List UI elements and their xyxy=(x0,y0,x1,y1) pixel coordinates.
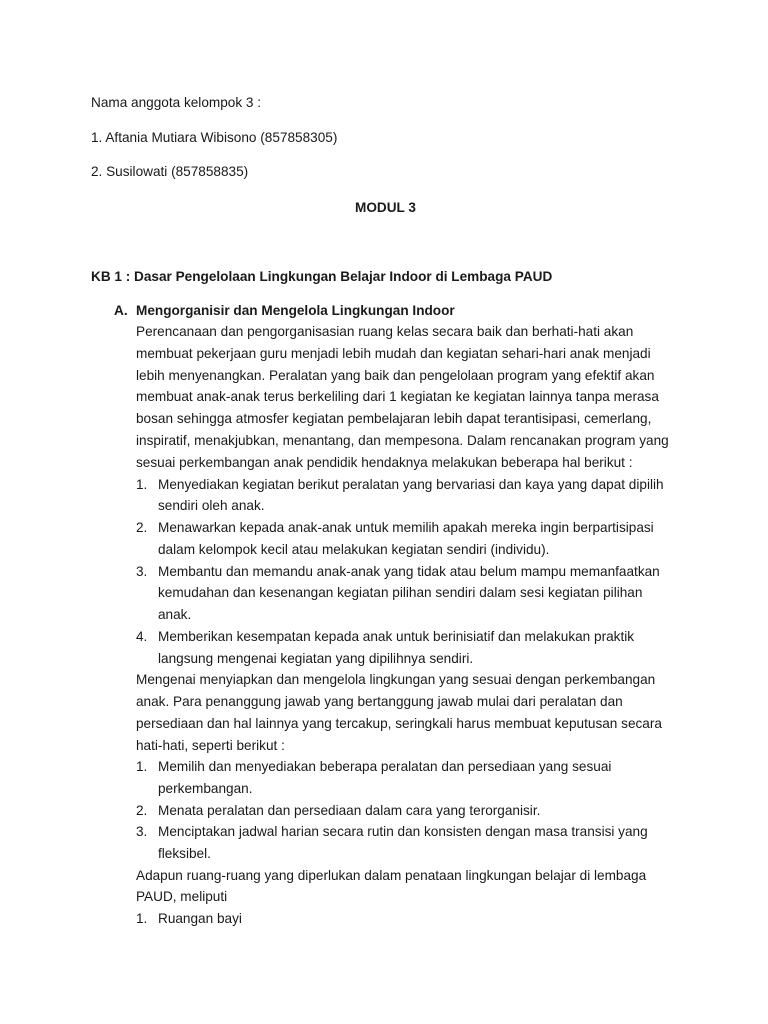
list-item-number: 3. xyxy=(136,564,148,579)
list-item-text: Menyediakan kegiatan berikut peralatan yang bervariasi dan kaya yang dapat dipilih xyxy=(158,477,664,492)
section-a-heading: Mengorganisir dan Mengelola Lingkungan Indoor xyxy=(136,303,455,318)
list-item-number: 1. xyxy=(136,477,148,492)
members-title: Nama anggota kelompok 3 : xyxy=(91,95,262,110)
para1-line: sesuai perkembangan anak pendidik hendaknya melakukan beberapa hal berikut : xyxy=(136,455,633,470)
module-title: MODUL 3 xyxy=(355,200,416,215)
para3-line: Adapun ruang-ruang yang diperlukan dalam penataan lingkungan belajar di lembaga xyxy=(136,868,647,883)
para2-line: Mengenai menyiapkan dan mengelola lingkungan yang sesuai dengan perkembangan xyxy=(136,672,656,687)
member-1: 1. Aftania Mutiara Wibisono (857858305) xyxy=(91,130,338,145)
list-item-number: 2. xyxy=(136,520,148,535)
list-item-number: 3. xyxy=(136,824,148,839)
para1-line: membuat anak-anak terus berkeliling dari 1 kegiatan ke kegiatan lainnya tanpa merasa xyxy=(136,389,659,404)
list-item-number: 2. xyxy=(136,803,148,818)
list-item-text: Memilih dan menyediakan beberapa peralatan dan persediaan yang sesuai xyxy=(158,759,612,774)
list-item-text: fleksibel. xyxy=(158,846,211,861)
para1-line: lebih menyenangkan. Peralatan yang baik dan pengelolaan program yang efektif akan xyxy=(136,368,655,383)
list-item-text: Memberikan kesempatan kepada anak untuk berinisiatif dan melakukan praktik xyxy=(158,629,635,644)
list-item-number: 4. xyxy=(136,629,148,644)
list-item-text: anak. xyxy=(158,607,192,622)
para2-line: anak. Para penanggung jawab yang bertanggung jawab mulai dari peralatan dan xyxy=(136,694,623,709)
para1-line: bosan sehingga atmosfer kegiatan pembelajaran lebih dapat terantisipasi, cemerlang, xyxy=(136,411,652,426)
kb-title: KB 1 : Dasar Pengelolaan Lingkungan Belajar Indoor di Lembaga PAUD xyxy=(91,269,553,284)
para1-line: inspiratif, menakjubkan, menantang, dan mempesona. Dalam rencanakan program yang xyxy=(136,433,669,448)
list-item-text: Menawarkan kepada anak-anak untuk memilih apakah mereka ingin berpartisipasi xyxy=(158,520,654,535)
para2-line: persediaan dan hal lainnya yang tercakup, seringkali harus membuat keputusan secara xyxy=(136,716,662,731)
list-item-text: kemudahan dan kesenangan kegiatan pilihan sendiri dalam sesi kegiatan pilihan xyxy=(158,585,643,600)
list-item-text: Membantu dan memandu anak-anak yang tidak atau belum mampu memanfaatkan xyxy=(158,564,660,579)
list-item-number: 1. xyxy=(136,759,148,774)
section-a-marker: A. xyxy=(114,303,128,318)
list-item-text: perkembangan. xyxy=(158,781,253,796)
para1-line: Perencanaan dan pengorganisasian ruang kelas secara baik dan berhati-hati akan xyxy=(136,324,634,339)
list-item-text: Ruangan bayi xyxy=(158,911,242,926)
list-item-text: dalam kelompok kecil atau melakukan kegiatan sendiri (individu). xyxy=(158,542,550,557)
list-item-number: 1. xyxy=(136,911,148,926)
list-item-text: Menata peralatan dan persediaan dalam cara yang terorganisir. xyxy=(158,803,541,818)
list-item-text: langsung mengenai kegiatan yang dipilihnya sendiri. xyxy=(158,651,474,666)
para2-line: hati-hati, seperti berikut : xyxy=(136,738,285,753)
list-item-text: sendiri oleh anak. xyxy=(158,498,265,513)
member-2: 2. Susilowati (857858835) xyxy=(91,164,249,179)
para1-line: membuat pekerjaan guru menjadi lebih mudah dan kegiatan sehari-hari anak menjadi xyxy=(136,346,651,361)
list-item-text: Menciptakan jadwal harian secara rutin dan konsisten dengan masa transisi yang xyxy=(158,824,648,839)
para3-line: PAUD, meliputi xyxy=(136,889,228,904)
